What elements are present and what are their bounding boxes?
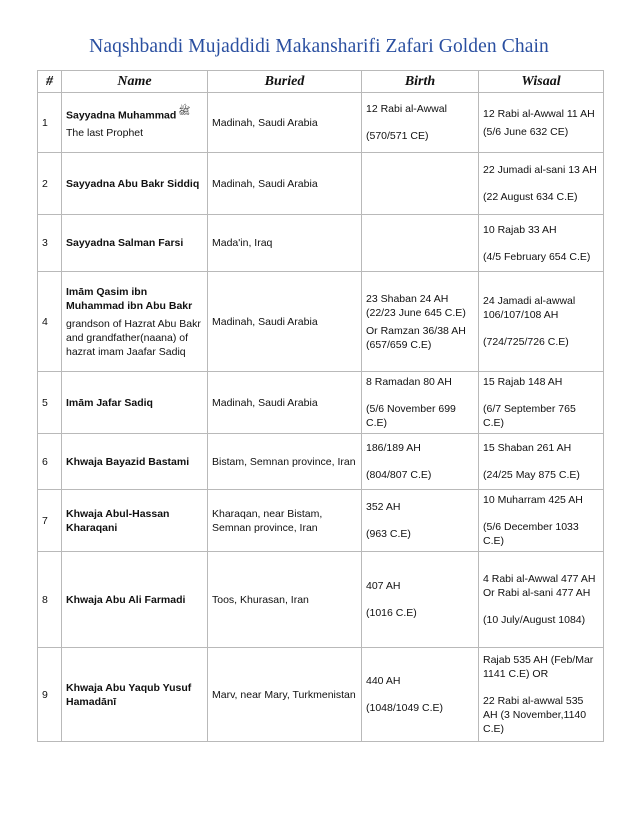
name-text: Khwaja Abu Ali Farmadi xyxy=(66,593,186,606)
birth-gregorian: (1048/1049 C.E) xyxy=(366,702,444,714)
row-birth xyxy=(362,434,479,490)
wisaal-gregorian: (4/5 February 654 C.E) xyxy=(483,250,591,263)
row-number: 7 xyxy=(38,490,62,552)
row-buried: Toos, Khurasan, Iran xyxy=(208,552,362,648)
wisaal-gregorian: (24/25 May 875 C.E) xyxy=(483,469,580,481)
row-name xyxy=(62,372,208,434)
name-text: Imām Jafar Sadiq xyxy=(66,396,153,409)
wisaal-gregorian: (5/6 December 1033 C.E) xyxy=(483,521,579,547)
header-number: # xyxy=(38,71,62,93)
row-number: 1 xyxy=(38,93,62,153)
table-row xyxy=(38,153,604,215)
golden-chain-table xyxy=(37,70,604,742)
row-name xyxy=(62,648,208,742)
row-number: 8 xyxy=(38,552,62,648)
row-buried: Madinah, Saudi Arabia xyxy=(208,153,362,215)
table-row xyxy=(38,272,604,372)
table-row xyxy=(38,215,604,272)
table-row xyxy=(38,93,604,153)
page-title: Naqshbandi Mujaddidi Makansharifi Zafari Golden Chain xyxy=(89,36,549,57)
row-birth xyxy=(362,648,479,742)
birth-gregorian: (1016 C.E) xyxy=(366,607,417,619)
name-text: Sayyadna Muhammad xyxy=(66,109,177,122)
row-wisaal xyxy=(479,490,604,552)
row-number: 9 xyxy=(38,648,62,742)
row-number: 6 xyxy=(38,434,62,490)
row-birth xyxy=(362,272,479,372)
row-number: 2 xyxy=(38,153,62,215)
honorific-glyph: ﷺ xyxy=(178,105,191,117)
name-note: The last Prophet xyxy=(66,127,144,140)
header-birth: Birth xyxy=(362,71,479,93)
name-text: Khwaja Abu Yaqub Yusuf Hamadānī xyxy=(66,681,192,708)
row-name xyxy=(62,490,208,552)
row-buried: Madinah, Saudi Arabia xyxy=(208,93,362,153)
row-number: 3 xyxy=(38,215,62,272)
row-wisaal xyxy=(479,215,604,272)
wisaal-hijri: 15 Rajab 148 AH xyxy=(483,376,563,388)
row-birth xyxy=(362,490,479,552)
wisaal-hijri: 22 Jumadi al-sani 13 AH xyxy=(483,164,597,176)
row-buried: Bistam, Semnan province, Iran xyxy=(208,434,362,490)
row-birth xyxy=(362,552,479,648)
row-birth xyxy=(362,215,479,272)
wisaal-gregorian: (5/6 June 632 CE) xyxy=(483,125,569,138)
row-name xyxy=(62,434,208,490)
wisaal-primary: Rajab 535 AH (Feb/Mar 1141 C.E) OR xyxy=(483,654,594,680)
table-row xyxy=(38,434,604,490)
row-birth xyxy=(362,93,479,153)
row-name xyxy=(62,272,208,372)
wisaal-gregorian: (6/7 September 765 C.E) xyxy=(483,403,576,429)
row-name xyxy=(62,215,208,272)
birth-gregorian: (5/6 November 699 C.E) xyxy=(366,403,456,429)
wisaal-hijri: 10 Muharram 425 AH xyxy=(483,494,583,506)
name-text: Khwaja Bayazid Bastami xyxy=(66,455,190,468)
row-name xyxy=(62,153,208,215)
row-buried: Marv, near Mary, Turkmenistan xyxy=(208,648,362,742)
wisaal-hijri: 4 Rabi al-Awwal 477 AH Or Rabi al-sani 477 AH xyxy=(483,573,596,599)
birth-gregorian: (804/807 C.E) xyxy=(366,469,432,481)
row-buried: Mada'in, Iraq xyxy=(208,215,362,272)
name-text: Sayyadna Abu Bakr Siddiq xyxy=(66,177,200,190)
birth-hijri: 440 AH xyxy=(366,675,401,687)
row-buried: Madinah, Saudi Arabia xyxy=(208,272,362,372)
wisaal-hijri: 12 Rabi al-Awwal 11 AH xyxy=(483,107,595,120)
wisaal-hijri: 24 Jamadi al-awwal 106/107/108 AH xyxy=(483,295,576,321)
wisaal-alternate: 22 Rabi al-awwal 535 AH (3 November,1140 C.E) xyxy=(483,695,587,735)
row-buried: Madinah, Saudi Arabia xyxy=(208,372,362,434)
row-name xyxy=(62,93,208,153)
birth-primary: 23 Shaban 24 AH (22/23 June 645 C.E) xyxy=(366,292,466,319)
header-buried: Buried xyxy=(208,71,362,93)
birth-hijri: 407 AH xyxy=(366,580,401,592)
wisaal-gregorian: (724/725/726 C.E) xyxy=(483,336,569,348)
birth-hijri: 186/189 AH xyxy=(366,442,421,454)
row-birth xyxy=(362,372,479,434)
row-wisaal xyxy=(479,648,604,742)
row-number: 5 xyxy=(38,372,62,434)
birth-alternate: Or Ramzan 36/38 AH (657/659 C.E) xyxy=(366,324,466,351)
birth-hijri: 8 Ramadan 80 AH xyxy=(366,376,452,388)
row-number: 4 xyxy=(38,272,62,372)
table-row xyxy=(38,552,604,648)
row-wisaal xyxy=(479,552,604,648)
name-text: Imām Qasim ibn Muhammad ibn Abu Bakr xyxy=(66,285,193,312)
row-wisaal xyxy=(479,272,604,372)
row-wisaal xyxy=(479,434,604,490)
row-birth xyxy=(362,153,479,215)
birth-gregorian: (963 C.E) xyxy=(366,528,411,540)
wisaal-gregorian: (10 July/August 1084) xyxy=(483,614,586,626)
birth-gregorian: (570/571 CE) xyxy=(366,130,429,142)
row-name xyxy=(62,552,208,648)
table-row xyxy=(38,372,604,434)
wisaal-gregorian: (22 August 634 C.E) xyxy=(483,191,578,203)
name-text: Sayyadna Salman Farsi xyxy=(66,237,184,249)
table-row xyxy=(38,490,604,552)
birth-hijri: 352 AH xyxy=(366,501,401,513)
row-wisaal xyxy=(479,372,604,434)
table-header-row xyxy=(38,71,604,93)
row-wisaal xyxy=(479,153,604,215)
wisaal-hijri: 10 Rajab 33 AH xyxy=(483,223,557,236)
birth-hijri: 12 Rabi al-Awwal xyxy=(366,103,447,115)
name-text: Khwaja Abul-Hassan Kharaqani xyxy=(66,507,170,534)
row-buried: Kharaqan, near Bistam, Semnan province, Iran xyxy=(208,490,362,552)
header-name: Name xyxy=(62,71,208,93)
name-note: grandson of Hazrat Abu Bakr and grandfather(naana) of hazrat imam Jaafar Sadiq xyxy=(66,317,201,358)
row-wisaal xyxy=(479,93,604,153)
table-row xyxy=(38,648,604,742)
header-wisaal: Wisaal xyxy=(479,71,604,93)
wisaal-hijri: 15 Shaban 261 AH xyxy=(483,442,572,454)
